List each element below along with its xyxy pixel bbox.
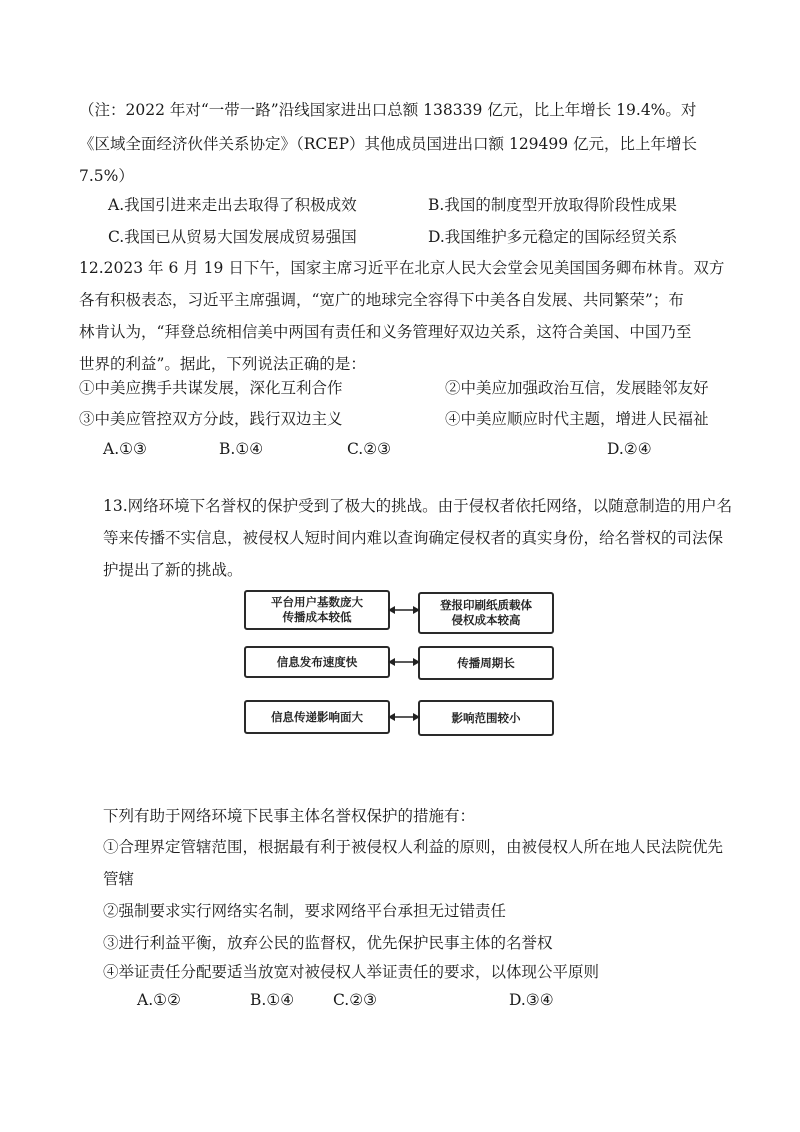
- q12-option-d: D.②④: [607, 440, 652, 458]
- q12-item-4: ④中美应顺应时代主题，增进人民福祉: [445, 410, 709, 428]
- double-arrow-icon: [388, 604, 420, 616]
- q12-stem-line-3: 林肯认为，“拜登总统相信美中两国有责任和义务管理好双边关系，这符合美国、中国乃至: [79, 323, 692, 341]
- diagram-left-box-1: [244, 590, 390, 630]
- q13-question: 下列有助于网络环境下民事主体名誉权保护的措施有：: [103, 807, 476, 825]
- diagram-right-box-3-line-1: 影响范围较小: [451, 710, 521, 725]
- q13-item-4: ④举证责任分配要适当放宽对被侵权人举证责任的要求，以体现公平原则: [103, 963, 600, 981]
- diagram-left-box-3-line-1: 信息传递影响面大: [271, 709, 363, 724]
- diagram-left-box-1-line-1: 平台用户基数庞大: [271, 595, 363, 609]
- diagram-right-box-1-line-2: 侵权成本较高: [451, 613, 521, 627]
- diagram-right-box-2: [418, 646, 554, 680]
- q12-option-c: C.②③: [347, 440, 392, 458]
- diagram-right-box-1-line-1: 登报印刷纸质载体: [440, 598, 532, 612]
- q11-note-line-1: （注：2022 年对“一带一路”沿线国家进出口总额 138339 亿元，比上年增长 19.4%。对: [79, 101, 697, 119]
- q11-option-c: C.我国已从贸易大国发展成贸易强国: [108, 228, 357, 246]
- diagram-left-box-2: [244, 646, 390, 678]
- q13-item-1-line-2: 管辖: [103, 870, 135, 888]
- q13-option-d: D.③④: [509, 991, 554, 1009]
- double-arrow-icon: [388, 656, 420, 668]
- q11-option-b: B.我国的制度型开放取得阶段性成果: [428, 196, 677, 214]
- q12-option-a: A.①③: [103, 440, 147, 458]
- q12-stem-line-1: 12.2023 年 6 月 19 日下午，国家主席习近平在北京人民大会堂会见美国国务卿布林肯。双方: [79, 259, 725, 277]
- q13-option-c: C.②③: [333, 991, 378, 1009]
- q13-option-a: A.①②: [137, 991, 181, 1009]
- q12-stem-line-2: 各有积极表态，习近平主席强调，“宽广的地球完全容得下中美各自发展、共同繁荣”；布: [79, 291, 684, 309]
- q12-stem-line-4: 世界的利益”。据此，下列说法正确的是：: [79, 355, 366, 373]
- diagram-left-box-1-line-2: 传播成本较低: [282, 610, 352, 624]
- q13-stem-line-2: 等来传播不实信息，被侵权人短时间内难以查询确定侵权者的真实身份，给名誉权的司法保: [103, 529, 724, 547]
- diagram-right-box-2-line-1: 传播周期长: [457, 655, 515, 670]
- q11-note-line-2: 《区域全面经济伙伴关系协定》（RCEP）其他成员国进出口额 129499 亿元，比上年增长: [79, 135, 698, 153]
- diagram-left-box-2-line-1: 信息发布速度快: [276, 654, 358, 669]
- double-arrow-icon: [388, 711, 420, 723]
- diagram-right-box-1: [418, 592, 554, 634]
- q11-option-d: D.我国维护多元稳定的国际经贸关系: [428, 228, 678, 246]
- diagram-right-box-3: [418, 700, 554, 736]
- diagram-left-box-3: [244, 700, 390, 734]
- q11-note-line-3: 7.5%）: [79, 167, 134, 185]
- q13-stem-line-3: 护提出了新的挑战。: [103, 561, 243, 579]
- q12-item-1: ①中美应携手共谋发展，深化互利合作: [79, 379, 343, 397]
- q13-item-3: ③进行利益平衡，放弃公民的监督权，优先保护民事主体的名誉权: [103, 934, 553, 952]
- q12-item-3: ③中美应管控双方分歧，践行双边主义: [79, 410, 343, 428]
- q13-option-b: B.①④: [250, 991, 295, 1009]
- comparison-diagram: [244, 590, 556, 742]
- q12-item-2: ②中美应加强政治互信，发展睦邻友好: [445, 379, 709, 397]
- q11-option-a: A.我国引进来走出去取得了积极成效: [108, 196, 357, 214]
- q13-item-1-line-1: ①合理界定管辖范围，根据最有利于被侵权人利益的原则，由被侵权人所在地人民法院优先: [103, 838, 724, 856]
- q12-option-b: B.①④: [219, 440, 264, 458]
- q13-stem-line-1: 13.网络环境下名誉权的保护受到了极大的挑战。由于侵权者依托网络，以随意制造的用户名: [103, 497, 733, 515]
- q13-item-2: ②强制要求实行网络实名制，要求网络平台承担无过错责任: [103, 902, 507, 920]
